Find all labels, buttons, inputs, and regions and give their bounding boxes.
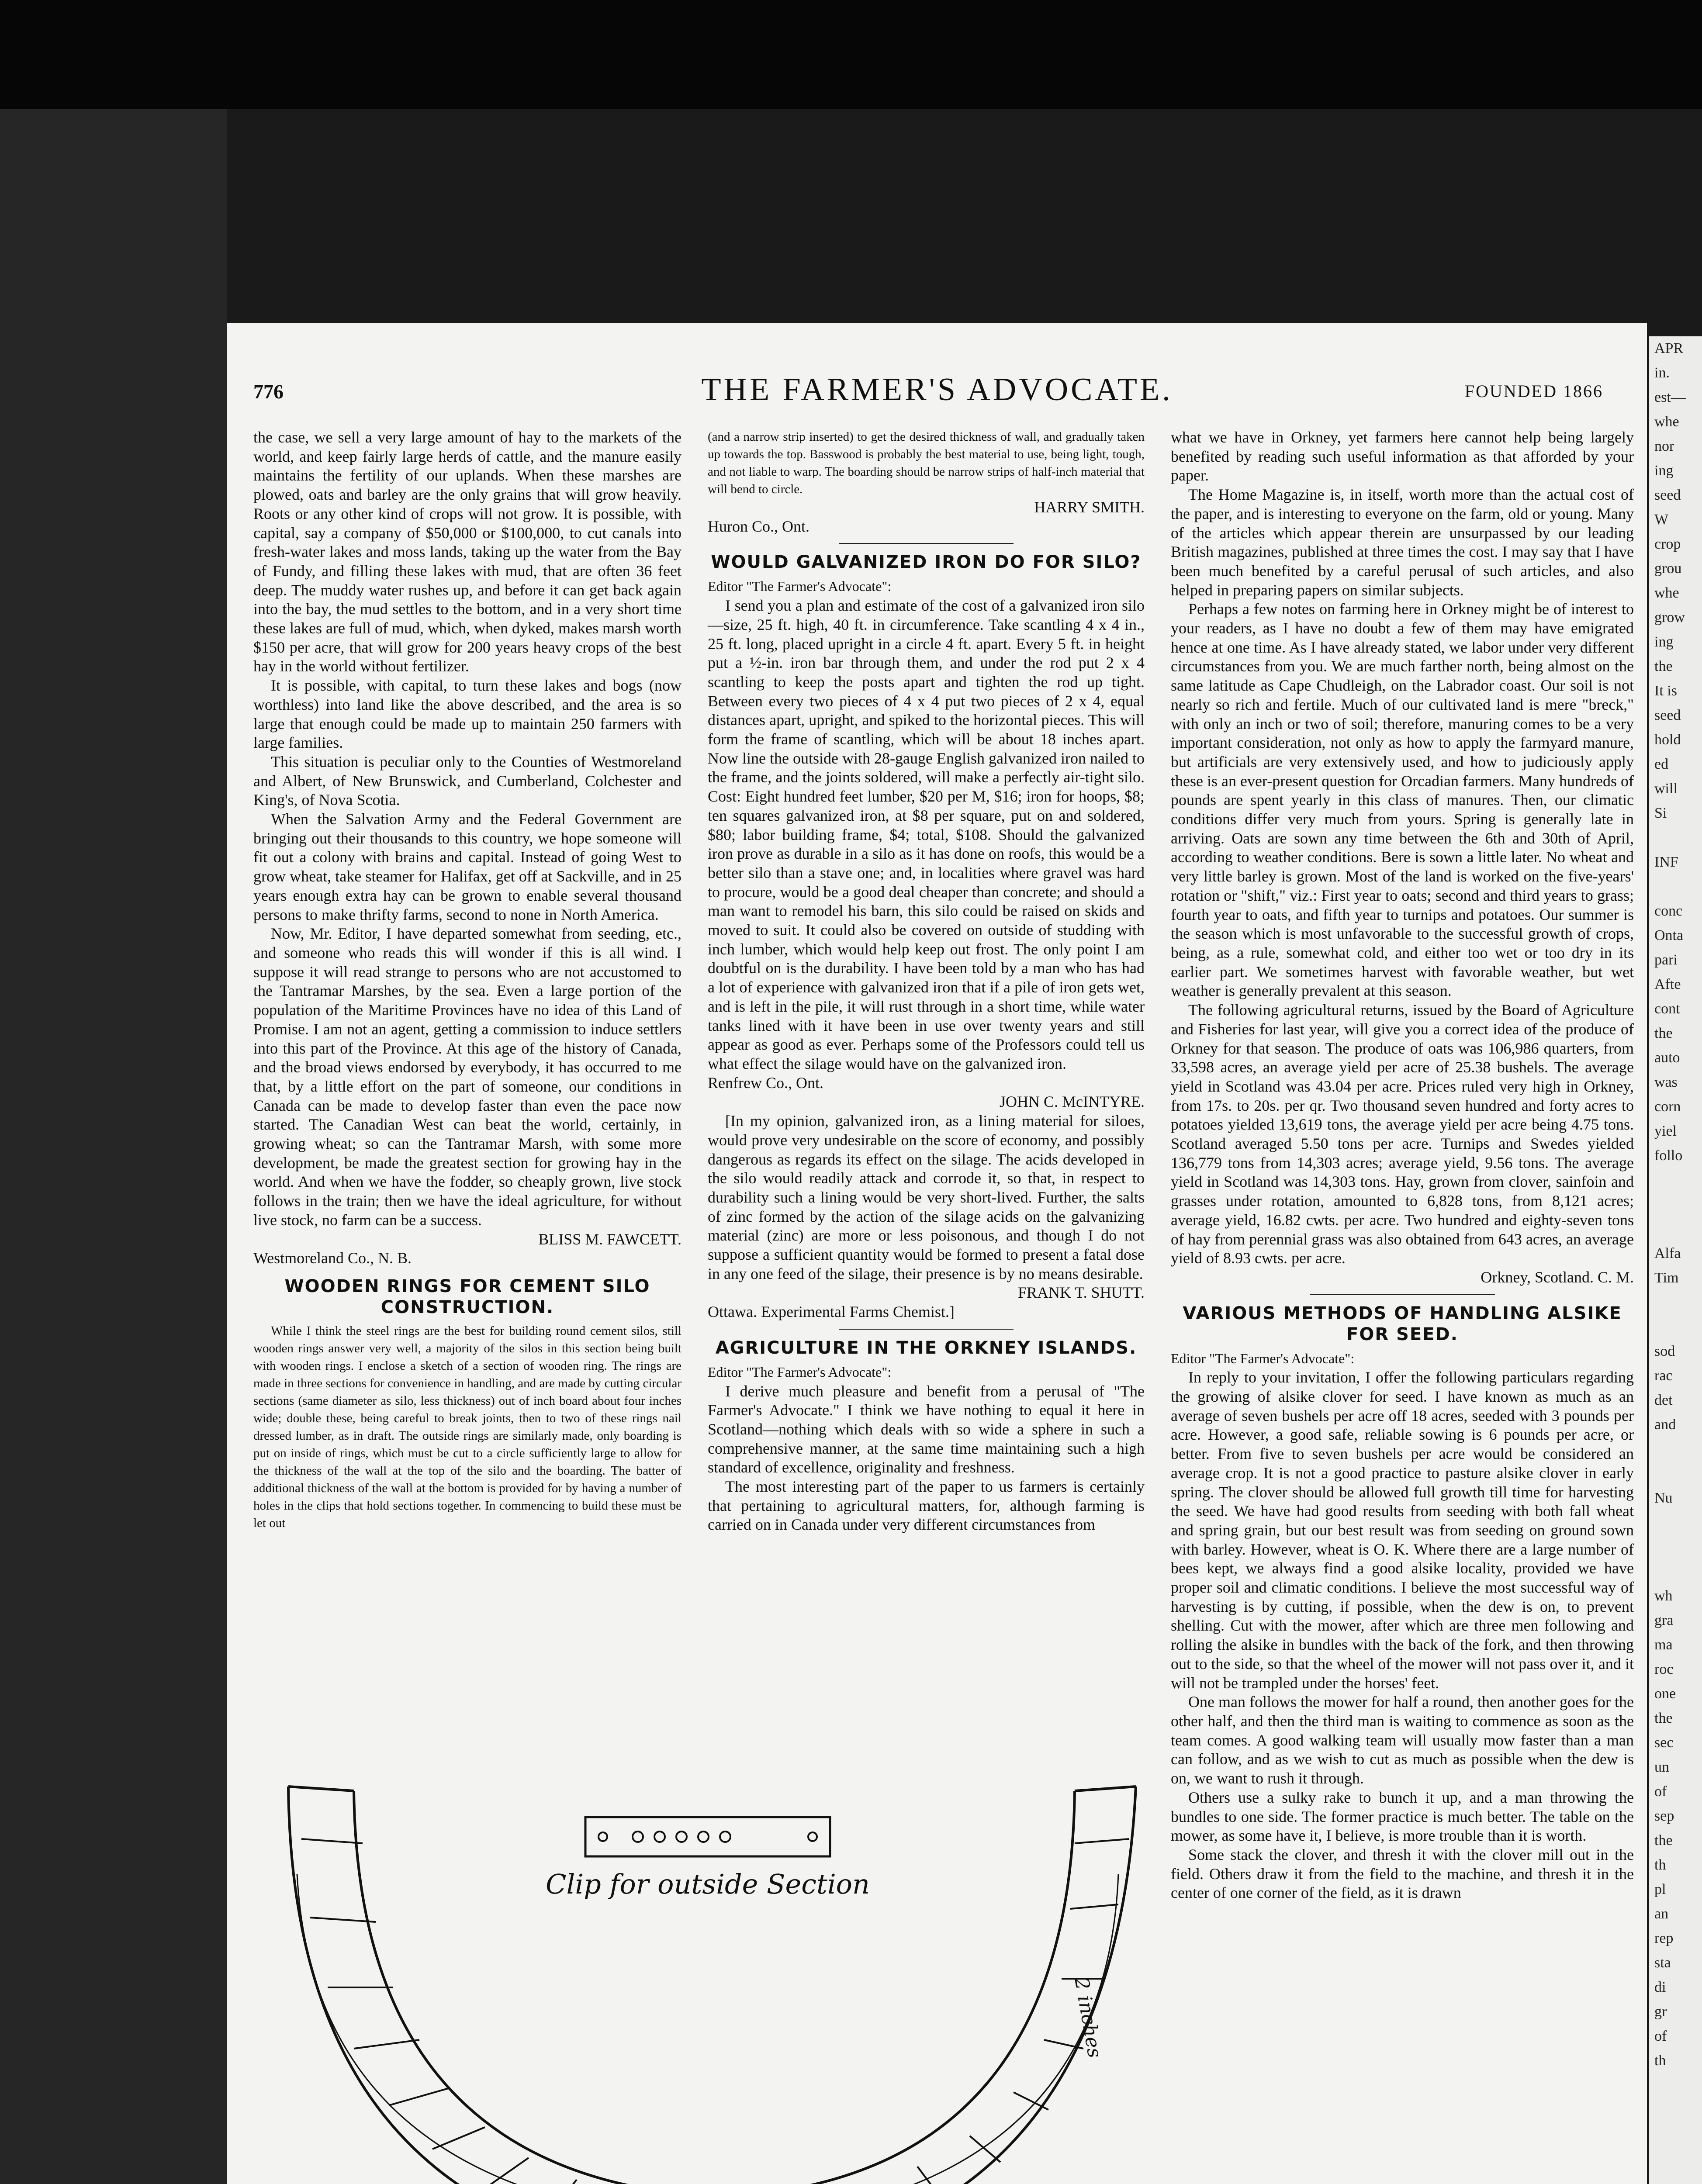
article-paragraph: Some stack the clover, and thresh it with the clover mill out in the field. Others draw it from the field to the machine, and thresh it in the center of one corner of the field, as it is drawn bbox=[1171, 1845, 1634, 1902]
masthead: THE FARMER'S ADVOCATE. bbox=[701, 372, 1173, 408]
divider bbox=[839, 543, 1014, 544]
adjacent-text-fragment: Afte bbox=[1654, 976, 1681, 992]
adjacent-text-fragment bbox=[1649, 1437, 1702, 1462]
divider bbox=[1310, 1294, 1495, 1295]
adjacent-text-fragment: an bbox=[1654, 1906, 1669, 1922]
adjacent-text-fragment: sta bbox=[1654, 1955, 1671, 1971]
adjacent-text-fragment bbox=[1649, 874, 1702, 899]
article-paragraph: (and a narrow strip inserted) to get the desired thickness of wall, and gradually taken up towards the top. Basswood is probably the best material to use, being light, tough, and not liable to warp. The boarding should be narrow strips of half-inch material that will bend to circle. bbox=[708, 430, 1145, 496]
adjacent-text-fragment bbox=[1649, 1192, 1702, 1217]
adjacent-text-fragment bbox=[1649, 826, 1702, 850]
adjacent-text-fragment: auto bbox=[1654, 1050, 1680, 1066]
adjacent-text-fragment: gr bbox=[1654, 2004, 1667, 2020]
adjacent-text-fragment: whe bbox=[1654, 585, 1679, 601]
author-location: Westmoreland Co., N. B. bbox=[253, 1249, 412, 1267]
adjacent-text-fragment: di bbox=[1654, 1979, 1666, 1995]
editor-salutation: Editor "The Farmer's Advocate": bbox=[708, 578, 892, 594]
adjacent-text-fragment: Onta bbox=[1654, 927, 1684, 943]
adjacent-text-fragment: Alfa bbox=[1654, 1245, 1681, 1261]
adjacent-text-fragment bbox=[1649, 1462, 1702, 1486]
article-paragraph: This situation is peculiar only to the Counties of Westmoreland and Albert, of New Brunswick, and Cumberland, Colchester and King's, of Nova Scotia. bbox=[253, 753, 681, 809]
author-signature: Orkney, Scotland. C. M. bbox=[1481, 1268, 1634, 1286]
adjacent-text-fragment: and bbox=[1654, 1417, 1676, 1433]
headline-orkney: AGRICULTURE IN THE ORKNEY ISLANDS. bbox=[715, 1337, 1137, 1358]
author-signature: JOHN C. McINTYRE. bbox=[1000, 1093, 1145, 1111]
adjacent-text-fragment: was bbox=[1654, 1074, 1678, 1090]
adjacent-text-fragment: wh bbox=[1654, 1588, 1673, 1604]
adjacent-text-fragment: ma bbox=[1654, 1637, 1673, 1653]
adjacent-text-fragment: ing bbox=[1654, 463, 1674, 479]
article-paragraph: Others use a sulky rake to bunch it up, and a man throwing the bundles to one side. The former practice is much better. The table on the mower, as some have it, I believe, is more trouble than it is worth. bbox=[1171, 1788, 1634, 1845]
founded-year: FOUNDED 1866 bbox=[1464, 381, 1603, 401]
editor-salutation: Editor "The Farmer's Advocate": bbox=[1171, 1350, 1355, 1366]
article-paragraph: The Home Magazine is, in itself, worth more than the actual cost of the paper, and is interesting to everyone on the farm, old or young. Many of the articles which appear therein are unsurpassed by our leading British magazines, published at three times the cost. I may say that I have been much benefited by a careful perusal of such articles, and also helped in preparing papers on similar subjects. bbox=[1171, 486, 1634, 599]
clip-holes bbox=[598, 1832, 817, 1842]
ring-outline bbox=[288, 1787, 1136, 2184]
adjacent-text-fragment: sod bbox=[1654, 1343, 1675, 1359]
adjacent-text-fragment: th bbox=[1654, 1857, 1666, 1873]
silo-ring-illustration bbox=[262, 1760, 1193, 2184]
author-location: Huron Co., Ont. bbox=[708, 517, 809, 535]
adjacent-text-fragment: conc bbox=[1654, 903, 1683, 919]
adjacent-text-fragment: Tim bbox=[1654, 1270, 1679, 1286]
adjacent-text-fragment: roc bbox=[1654, 1661, 1674, 1677]
adjacent-text-fragment: It is bbox=[1654, 683, 1677, 699]
adjacent-text-fragment: gra bbox=[1654, 1612, 1674, 1628]
adjacent-text-fragment: sep bbox=[1654, 1808, 1674, 1824]
editor-salutation: Editor "The Farmer's Advocate": bbox=[708, 1364, 892, 1380]
column-3 bbox=[1171, 428, 1634, 1903]
article-paragraph: what we have in Orkney, yet farmers here cannot help being largely benefited by reading such useful information as that afforded by your paper. bbox=[1171, 429, 1634, 484]
adjacent-text-fragment: one bbox=[1654, 1686, 1676, 1702]
page-header bbox=[253, 371, 1621, 419]
adjacent-text-fragment: APR bbox=[1654, 340, 1684, 356]
adjacent-text-fragment: seed bbox=[1654, 487, 1681, 503]
adjacent-text-fragment: the bbox=[1654, 1832, 1673, 1849]
author-signature: HARRY SMITH. bbox=[1034, 498, 1145, 516]
adjacent-text-fragment: grou bbox=[1654, 560, 1682, 577]
article-paragraph: I derive much pleasure and benefit from a perusal of "The Farmer's Advocate." I think we have nothing to equal it here in Scotland—nothing which deals with so wide a sphere in such a comprehensive manner, at the same time maintaining such a high standard of excellence, originality and freshness. bbox=[708, 1382, 1145, 1476]
ring-drawing bbox=[262, 1760, 1193, 2184]
adjacent-text-fragment bbox=[1649, 1315, 1702, 1339]
newspaper-page bbox=[227, 323, 1647, 2184]
adjacent-text-fragment: hold bbox=[1654, 732, 1681, 748]
divider bbox=[839, 1329, 1014, 1330]
adjacent-text-fragment: of bbox=[1654, 1783, 1667, 1800]
adjacent-text-fragment: un bbox=[1654, 1759, 1669, 1775]
adjacent-text-fragment: the bbox=[1654, 1710, 1673, 1726]
column-2 bbox=[708, 428, 1145, 1534]
article-paragraph: Perhaps a few notes on farming here in Orkney might be of interest to your readers, as I have no doubt a few of them may have emigrated hence at one time. As I have already stated, we labor under very different circumstances from you. We are much farther north, being almost on the same latitude as Cape Chudleigh, on the Labrador coast. Our soil is not nearly so rich and fertile. Much of our cultivated land is mere "breck," with only an inch or two of soil; therefore, manuring comes to be a very important consideration, not only as how to apply the farmyard manure, but artificials are very extensively used, and how to judiciously apply these is an ever-present question for Orcadian farmers. Many hundreds of pounds are spent yearly in this class of manures. Then, our climatic conditions differ very much from yours. Spring is generally late in arriving. Oats are sown any time between the 6th and 30th of April, according to weather conditions. Bere is sown a little later. No wheat and very little barley is grown. Most of the land is worked on the five-years' rotation or "shift," viz.: First year to oats; second and third years to grass; fourth year to oats, and fifth year to turnips and potatoes. Our summer is the season which is most unfavorable to the successful growth of crops, being, as a rule, somewhat cold, and either too wet or too dry in its earlier part. We sometimes harvest with favorable weather, but wet weather is generally prevalent at this season. bbox=[1171, 600, 1634, 1000]
adjacent-text-fragment bbox=[1649, 1217, 1702, 1241]
adjacent-text-fragment: ed bbox=[1654, 756, 1669, 772]
adjacent-text-fragment bbox=[1649, 1535, 1702, 1559]
adjacent-text-fragment: whe bbox=[1654, 414, 1679, 430]
column-1 bbox=[253, 428, 681, 1532]
film-border-left bbox=[0, 109, 227, 2184]
dimension-label: 2 inches bbox=[1070, 1976, 1106, 2060]
adjacent-text-fragment: det bbox=[1654, 1392, 1673, 1408]
author-location: Ottawa. Experimental Farms Chemist.] bbox=[708, 1303, 955, 1321]
article-paragraph: The following agricultural returns, issued by the Board of Agriculture and Fisheries for last year, will give you a correct idea of the produce of Orkney for that season. The produce of oats was 106,986 quarters, from 33,598 acres, an average yield per acre of 25.38 bushels. The average yield in Scotland was 43.04 per acre. Prices ruled very high in Orkney, from 17s. to 20s. per qr. Two thousand seven hundred and forty acres to potatoes yielded 13,619 tons, the average yield per acre being 4.75 tons. Scotland averaged 5.50 tons per acre. Turnips and Swedes yielded 136,779 tons from 14,303 acres; average yield, 9.56 tons. The average yield in Scotland was 14,303 tons. Hay, grown from clover, sainfoin and grasses under rotation, amounted to 6,828 tons, from 8,121 acres; average yield, 16.82 cwts. per acre. Two hundred and eighty-seven tons of hay from perennial grass was also obtained from 643 acres, an average yield of 8.93 cwts. per acre. bbox=[1171, 1001, 1634, 1267]
adjacent-text-fragment: yiel bbox=[1654, 1123, 1677, 1139]
article-paragraph: Now, Mr. Editor, I have departed somewhat from seeding, etc., and someone who reads this will wonder if this is all wind. I suppose it will read strange to persons who are not accustomed to the Tantramar Marshes, by the sea. Even a large portion of the population of the Maritime Provinces have no idea of this Land of Promise. I am not an agent, getting a commission to induce settlers into this part of the Province. At this age of the history of Canada, and the broad views endorsed by everybody, it has occurred to me that, by a little effort on the part of someone, our conditions in Canada can be made to develop faster than even the pace now started. The Canadian West can beat the world, certainly, in growing wheat; so can the Tantramar Marsh, with some more development, be made the greatest section for growing hay in the world. And when we have the fodder, so cheaply grown, live stock follows in the train; then we have the ideal agriculture, for without live stock, no farm can be a success. bbox=[253, 925, 681, 1229]
adjacent-text-fragment: crop bbox=[1654, 536, 1681, 552]
adjacent-text-fragment: grow bbox=[1654, 609, 1685, 625]
adjacent-text-fragment: INF bbox=[1654, 854, 1678, 870]
adjacent-text-fragment: sec bbox=[1654, 1735, 1674, 1751]
adjacent-text-fragment: pari bbox=[1654, 952, 1678, 968]
author-location: Renfrew Co., Ont. bbox=[708, 1074, 823, 1092]
adjacent-text-fragment: Si bbox=[1654, 805, 1667, 821]
article-paragraph: One man follows the mower for half a round, then another goes for the other half, and then the third man is waiting to commence as soon as the team comes. A good walking team will usually mow faster than a man can follow, and as we wish to cut as much as possible when the dew is on, we want to rush it through. bbox=[1171, 1693, 1634, 1787]
headline-galvanized-silo: WOULD GALVANIZED IRON DO FOR SILO? bbox=[711, 552, 1142, 573]
adjacent-text-fragment: cont bbox=[1654, 1001, 1680, 1017]
article-paragraph: The most interesting part of the paper to us farmers is certainly that pertaining to agricultural matters, for, although farming is carried on in Canada under very different circumstances from bbox=[708, 1478, 1145, 1534]
adjacent-text-fragment bbox=[1649, 1168, 1702, 1192]
author-signature: FRANK T. SHUTT. bbox=[1017, 1284, 1145, 1302]
adjacent-text-fragment: follo bbox=[1654, 1147, 1683, 1164]
article-paragraph: When the Salvation Army and the Federal Government are bringing out their thousands to this country, we hope someone will fit out a colony with brains and capital. Instead of going West to grow wheat, take steamer for Halifax, get off at Sackville, and in 25 years enough extra hay can be grown to enable several thousand persons to make thrifty farms, second to none in North America. bbox=[253, 810, 681, 923]
adjacent-text-fragment: seed bbox=[1654, 707, 1681, 723]
adjacent-text-fragment: the bbox=[1654, 658, 1673, 674]
article-paragraph: [In my opinion, galvanized iron, as a lining material for siloes, would prove very undesirable on the score of economy, and possibly dangerous as regards its effect on the silage. The acids developed in the silo would readily attack and corrode it, so that, in respect to durability such a lining would be very short-lived. Further, the salts of zinc formed by the action of the silage acids on the galvanizing material (zinc) are more or less poisonous, and though I do not suppose a sufficient quantity would be formed to present a fatal dose in any one feed of the silage, their presence is by no means desirable. bbox=[708, 1112, 1145, 1282]
article-paragraph: In reply to your invitation, I offer the following particulars regarding the growing of alsike clover for seed. I have known as much as an average of seven bushels per acre off 18 acres, seeded with 3 pounds per acre. However, a good safe, reliable sowing is 6 pounds per acre, or better. From five to seven bushels per acre would be considered an average crop. It is not a good practice to pasture alsike clover in early spring. The clover should be allowed full growth till time for harvesting the seed. We have had good results from seeding with both fall wheat and spring grain, but our best result was from seeding on ground sown with barley. However, wheat is O. K. Where there are a large number of bees kept, we always find a good alsike locality, provided we have proper soil and climatic conditions. I believe the most successful way of harvesting is by cutting, if possible, when the dew is on, to prevent shelling. Cut with the mower, after which are three men following and rolling the alsike in bundles with the back of the fork, and then throwing out to the side, so that the wheel of the mower will not pass over it, and it will not be trampled under the horses' feet. bbox=[1171, 1368, 1634, 1692]
headline-alsike: VARIOUS METHODS OF HANDLING ALSIKE FOR SEED. bbox=[1183, 1303, 1622, 1344]
adjacent-text-fragment: W bbox=[1654, 511, 1669, 528]
article-paragraph: It is possible, with capital, to turn these lakes and bogs (now worthless) into land like the above described, and the area is so large that enough could be made up to maintain 250 farmers with large families. bbox=[253, 677, 681, 752]
adjacent-text-fragment: rep bbox=[1654, 1930, 1674, 1946]
adjacent-text-fragment: th bbox=[1654, 2053, 1666, 2069]
adjacent-text-fragment bbox=[1649, 1290, 1702, 1315]
adjacent-text-fragment: rac bbox=[1654, 1368, 1673, 1384]
adjacent-text-fragment: will bbox=[1654, 781, 1678, 797]
article-paragraph: I send you a plan and estimate of the cost of a galvanized iron silo—size, 25 ft. high, 40 ft. in circumference. Take scantling 4 x 4 in., 25 ft. long, placed upright in a circle 4 ft. apart. Every 5 ft. in height put a ½-in. iron bar through them, and under the rod put 2 x 4 scantling to keep the posts apart and tighten the rod up tight. Between every two pieces of 4 x 4 put two pieces of 2 x 4, equal distances apart, upright, and spiked to the horizontal pieces. This will form the frame of scantling, which will be about 18 inches apart. Now line the outside with 28-gauge English galvanized iron nailed to the frame, and the joints soldered, will make a perfectly air-tight silo. Cost: Eight hundred feet lumber, $20 per M, $16; iron for hoops, $8; ten squares galvanized iron, at $8 per square, put on and soldered, $80; labor building frame, $4; total, $108. Should the galvanized iron prove as durable in a silo as it has done on roofs, this would be a better silo than a stave one; and, in localities where gravel was hard to procure, would be a good deal cheaper than concrete; and should a man want to remodel his barn, this silo could be raised on skids and moved to suit. It could also be covered on outside of studding with inch lumber, which would help keep out frost. The only point I am doubtful on is the durability. I have been told by a man who has had a lot of experience with galvanized iron that if a pile of iron gets wet, and is left in the pile, it will rust through in a short time, while water tanks lined with it have been in use over twenty years and still appear as good as ever. Perhaps some of the Professors could tell us what effect the silage would have on the galvanized iron. bbox=[708, 597, 1145, 1072]
page-number: 776 bbox=[253, 380, 284, 403]
adjacent-text-fragment: corn bbox=[1654, 1099, 1681, 1115]
headline-wooden-rings: WOODEN RINGS FOR CEMENT SILO CONSTRUCTION. bbox=[284, 1276, 650, 1317]
article-paragraph: the case, we sell a very large amount of hay to the markets of the world, and keep fairly large herds of cattle, and the manure easily maintains the fertility of our uplands. When these marshes are plowed, oats and barley are the only grains that will grow heavily. Roots or any other kind of crops will not grow. It is possible, with capital, say a company of $50,000 or $100,000, to cut canals into fresh-water lakes and moss lands, taking up the water from the Bay of Fundy, and filling these lakes with mud, that are often 36 feet deep. The muddy water rushes up, and before it can get back again into the bay, the mud settles to the bottom, and in a very short time these lakes are full of mud, which, when dyked, makes marsh worth $150 per acre, that will grow for 200 years heavy crops of the best hay in the world without fertilizer. bbox=[253, 429, 681, 675]
adjacent-text-fragment: in. bbox=[1654, 365, 1670, 381]
adjacent-text-fragment: ing bbox=[1654, 634, 1674, 650]
adjacent-text-fragment: of bbox=[1654, 2028, 1667, 2044]
film-border-top bbox=[0, 0, 1702, 109]
adjacent-text-fragment: nor bbox=[1654, 438, 1674, 454]
adjacent-text-fragment bbox=[1649, 1559, 1702, 1584]
adjacent-text-fragment: pl bbox=[1654, 1881, 1666, 1897]
adjacent-text-fragment: the bbox=[1654, 1025, 1673, 1041]
adjacent-text-fragment bbox=[1649, 1510, 1702, 1535]
clip-label: Clip for outside Section bbox=[546, 1868, 870, 1900]
adjacent-text-fragment: Nu bbox=[1654, 1490, 1673, 1506]
adjacent-text-fragment: est— bbox=[1654, 389, 1686, 405]
author-signature: BLISS M. FAWCETT. bbox=[538, 1230, 681, 1248]
adjacent-page-fragment bbox=[1649, 336, 1702, 2184]
article-paragraph: While I think the steel rings are the best for building round cement silos, still wooden rings answer very well, a majority of the silos in this section being built with wooden rings. I enclose a sketch of a section of wooden ring. The rings are made in three sections for convenience in handling, and are made by cutting circular sections (same diameter as silo, less thickness) out of inch board about four inches wide; double these, being careful to break joints, then to two of these rings nail dressed lumber, as in draft. The outside rings are similarly made, only boarding is put on inside of rings, which must be cut to a circle sufficiently large to allow for the thickness of the wall at the top of the silo and the boarding. The batter of additional thickness of the wall at the bottom is provided for by having a number of holes in the clips that hold sections together. In commencing to build these must be let out bbox=[253, 1324, 681, 1530]
